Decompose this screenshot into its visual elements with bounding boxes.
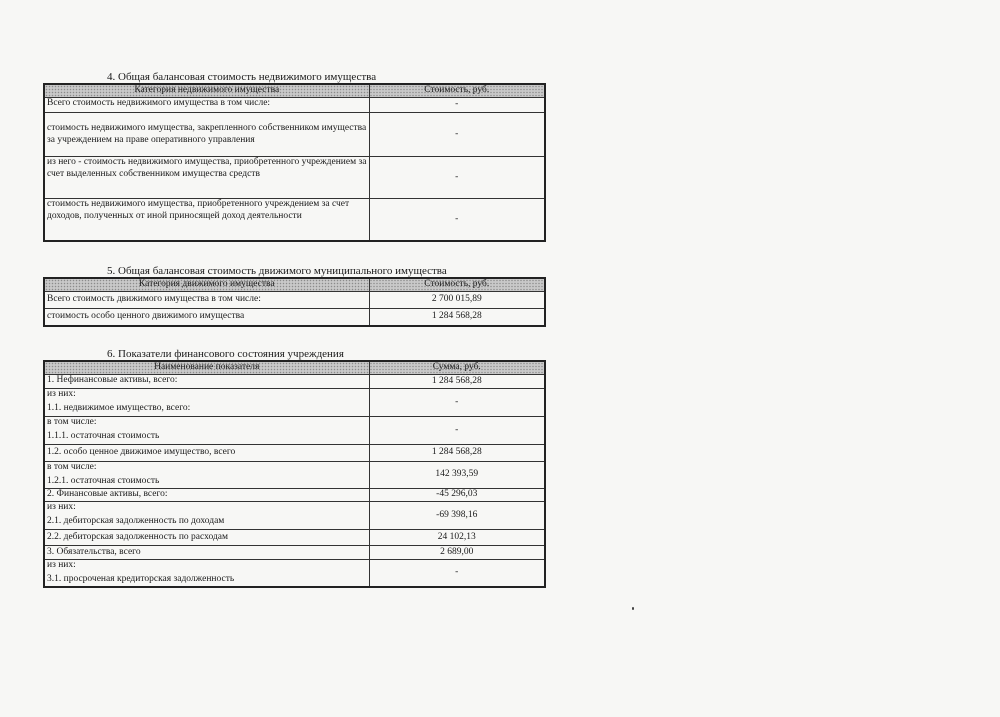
row-label: из него - стоимость недвижимого имущества, приобретенного учреждением за счет выделенных собственником имущества средств [44, 157, 369, 199]
row-label: стоимость особо ценного движимого имущества [44, 309, 369, 326]
row-label-line: 1.1.1. остаточная стоимость [47, 430, 160, 441]
table-row [44, 157, 545, 199]
row-value: - [369, 199, 545, 241]
row-label-line: из них: [47, 560, 76, 570]
row-value: 24 102,13 [369, 530, 545, 546]
column-header: Категория движимого имущества [44, 278, 369, 292]
table-row [44, 502, 545, 530]
movable-property-table [43, 277, 546, 327]
table-row [44, 417, 545, 445]
table-row [44, 445, 545, 462]
row-label-line: 2. Финансовые активы, всего: [47, 489, 168, 499]
row-label: стоимость недвижимого имущества, приобретенного учреждением за счет доходов, полученных от иной приносящей доход деятельности [44, 199, 369, 241]
row-value: - [369, 113, 545, 157]
table-row [44, 546, 545, 560]
row-label-line: 1.1. недвижимое имущество, всего: [47, 402, 191, 413]
section-title: 6. Показатели финансового состояния учреждения [107, 348, 344, 360]
row-label-line: в том числе: [47, 462, 97, 472]
row-value: - [369, 560, 545, 587]
table-row [44, 462, 545, 489]
table-header-row [44, 361, 545, 375]
row-label-line: 1.2. особо ценное движимое имущество, всего [47, 447, 236, 458]
section-title: 4. Общая балансовая стоимость недвижимого имущества [107, 71, 377, 83]
table-row [44, 375, 545, 389]
section-financial-indicators [43, 348, 544, 588]
row-value: 1 284 568,28 [369, 309, 545, 326]
row-label [44, 489, 369, 502]
row-value: 2 689,00 [369, 546, 545, 560]
table-row [44, 292, 545, 309]
section-title: 5. Общая балансовая стоимость движимого муниципального имущества [107, 265, 447, 277]
row-label [44, 462, 369, 489]
real-estate-table [43, 83, 546, 242]
table-row [44, 530, 545, 546]
row-value: -69 398,16 [369, 502, 545, 530]
table-row [44, 560, 545, 587]
row-label: Всего стоимость движимого имущества в том числе: [44, 292, 369, 309]
row-value: 142 393,59 [369, 462, 545, 489]
row-value: - [369, 157, 545, 199]
column-header: Стоимость, руб. [369, 84, 545, 98]
row-label-line: в том числе: [47, 417, 97, 427]
row-label [44, 502, 369, 530]
row-label-line: из них: [47, 389, 76, 399]
table-row [44, 309, 545, 326]
table-row [44, 489, 545, 502]
column-header: Стоимость, руб. [369, 278, 545, 292]
table-row [44, 98, 545, 113]
column-header: Наименование показателя [44, 361, 369, 375]
row-label-line: из них: [47, 502, 76, 512]
table-row [44, 199, 545, 241]
row-value: -45 296,03 [369, 489, 545, 502]
row-value: 1 284 568,28 [369, 375, 545, 389]
table-row [44, 389, 545, 417]
row-label [44, 389, 369, 417]
row-label [44, 375, 369, 389]
table-row [44, 113, 545, 157]
row-value: 2 700 015,89 [369, 292, 545, 309]
section-real-estate [43, 71, 544, 242]
table-header-row [44, 84, 545, 98]
section-movable-property [43, 265, 544, 327]
row-label-line: 3.1. просроченая кредиторская задолженность [47, 573, 235, 584]
table-header-row [44, 278, 545, 292]
row-label [44, 530, 369, 546]
row-label [44, 417, 369, 445]
financial-indicators-table [43, 360, 546, 588]
row-label-line: 1. Нефинансовые активы, всего: [47, 375, 178, 385]
row-label-line: 3. Обязательства, всего [47, 546, 141, 557]
row-value: 1 284 568,28 [369, 445, 545, 462]
row-value: - [369, 417, 545, 445]
row-value: - [369, 389, 545, 417]
column-header: Сумма, руб. [369, 361, 545, 375]
row-label-line: 2.1. дебиторская задолженность по доходам [47, 515, 225, 526]
row-label [44, 546, 369, 560]
scan-speck [632, 607, 634, 610]
row-label [44, 560, 369, 587]
row-label [44, 445, 369, 462]
row-label: Всего стоимость недвижимого имущества в том числе: [44, 98, 369, 113]
row-label: стоимость недвижимого имущества, закрепленного собственником имущества за учреждением на праве оперативного управления [44, 113, 369, 157]
row-label-line: 2.2. дебиторская задолженность по расходам [47, 531, 229, 542]
row-value: - [369, 98, 545, 113]
column-header: Категория недвижимого имущества [44, 84, 369, 98]
row-label-line: 1.2.1. остаточная стоимость [47, 475, 160, 486]
